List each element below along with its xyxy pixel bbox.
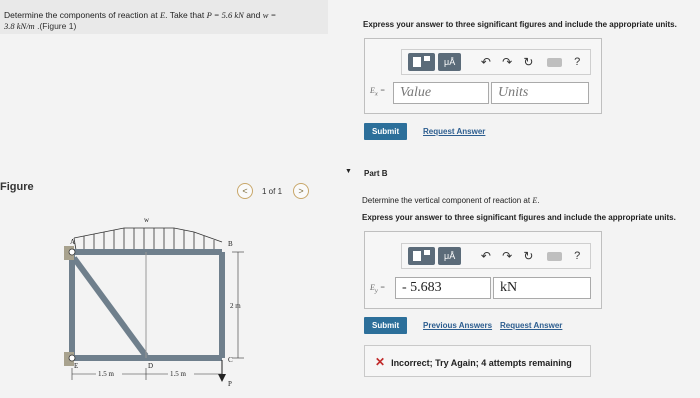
label-p: P <box>228 380 232 388</box>
label-d: D <box>148 362 154 370</box>
help-icon[interactable]: ? <box>574 250 581 262</box>
part-b-field-label <box>370 283 385 295</box>
help-icon[interactable]: ? <box>574 56 581 68</box>
part-a-submit-button[interactable]: Submit <box>364 123 407 140</box>
part-a-toolbar <box>401 49 591 75</box>
frame-members <box>72 252 222 358</box>
label-c: C <box>228 356 233 364</box>
redo-icon[interactable]: ↷ <box>502 55 513 69</box>
undo-icon[interactable]: ↶ <box>480 55 491 69</box>
part-a-field-label <box>370 86 385 98</box>
problem-w-value: 3.8 kN/m <box>4 21 35 31</box>
part-a-instruction: Express your answer to three significant figures and include the appropriate units. <box>363 20 677 29</box>
problem-point: E <box>159 10 166 20</box>
reset-icon[interactable]: ↻ <box>523 55 534 69</box>
distributed-load-arrows <box>74 228 222 250</box>
value-input[interactable] <box>393 82 489 104</box>
part-b-instruction: Express your answer to three significant figures and include the appropriate units. <box>362 213 676 222</box>
pin-e <box>69 355 75 361</box>
load-p-arrowhead <box>218 374 226 382</box>
undo-icon[interactable]: ↶ <box>480 249 491 263</box>
part-a-answer-box <box>364 38 602 114</box>
part-b-toolbar <box>401 243 591 269</box>
units-mu-button[interactable]: μÅ <box>438 53 461 71</box>
collapse-caret-icon[interactable]: ▼ <box>345 168 352 175</box>
label-eq: = <box>379 283 386 292</box>
truss-figure <box>60 210 260 398</box>
next-figure-button[interactable]: > <box>293 183 309 199</box>
keyboard-icon[interactable] <box>547 58 562 67</box>
figure-title: Figure <box>0 181 34 193</box>
figure-link[interactable]: .(Figure 1) <box>37 21 77 31</box>
label-b: B <box>228 240 233 248</box>
previous-answers-link[interactable]: Previous Answers <box>423 321 493 330</box>
part-b-description <box>362 196 539 205</box>
part-b-desc-text: Determine the vertical component of reaction at <box>362 196 531 205</box>
label-e: E <box>74 362 79 370</box>
label-sub: x <box>374 90 378 98</box>
problem-w-expr: w = <box>262 10 277 20</box>
templates-icon[interactable] <box>408 247 435 265</box>
dim-left-span: 1.5 m <box>98 370 114 378</box>
part-b-desc-end: . <box>537 196 540 205</box>
templates-icon[interactable] <box>408 53 435 71</box>
label-a: A <box>70 238 76 246</box>
dim-height: 2 m <box>230 302 241 310</box>
units-input[interactable] <box>491 82 589 104</box>
incorrect-x-icon: ✕ <box>375 355 386 369</box>
label-eq: = <box>379 86 386 95</box>
pin-a <box>69 249 75 255</box>
part-b-submit-button[interactable]: Submit <box>364 317 407 334</box>
feedback-text: Incorrect; Try Again; 4 attempts remaining <box>391 358 572 368</box>
redo-icon[interactable]: ↷ <box>502 249 513 263</box>
feedback-box <box>364 345 591 377</box>
problem-statement <box>0 0 328 34</box>
units-mu-button[interactable]: μÅ <box>438 247 461 265</box>
part-b-request-answer-link[interactable]: Request Answer <box>500 321 563 330</box>
label-w: w <box>144 216 150 224</box>
value-input[interactable]: - 5.683 <box>395 277 491 299</box>
dim-right-span: 1.5 m <box>170 370 186 378</box>
part-b-answer-box <box>364 231 602 309</box>
label-sub: y <box>374 287 378 295</box>
units-input[interactable]: kN <box>493 277 591 299</box>
prev-figure-button[interactable]: < <box>237 183 253 199</box>
part-b-header[interactable]: Part B <box>364 169 388 178</box>
problem-text-mid: . Take that <box>165 10 205 20</box>
reset-icon[interactable]: ↻ <box>523 249 534 263</box>
keyboard-icon[interactable] <box>547 252 562 261</box>
problem-p-value: P = 5.6 kN <box>206 10 244 20</box>
part-b-desc-point: E <box>532 196 538 205</box>
figure-pager: 1 of 1 <box>262 187 283 196</box>
value-placeholder: Value <box>400 85 432 100</box>
part-a-request-answer-link[interactable]: Request Answer <box>423 127 486 136</box>
problem-and: and <box>246 10 261 20</box>
problem-text: Determine the components of reaction at <box>4 10 158 20</box>
label-var: E <box>370 86 375 95</box>
units-placeholder: Units <box>498 85 529 100</box>
label-var: E <box>370 283 375 292</box>
